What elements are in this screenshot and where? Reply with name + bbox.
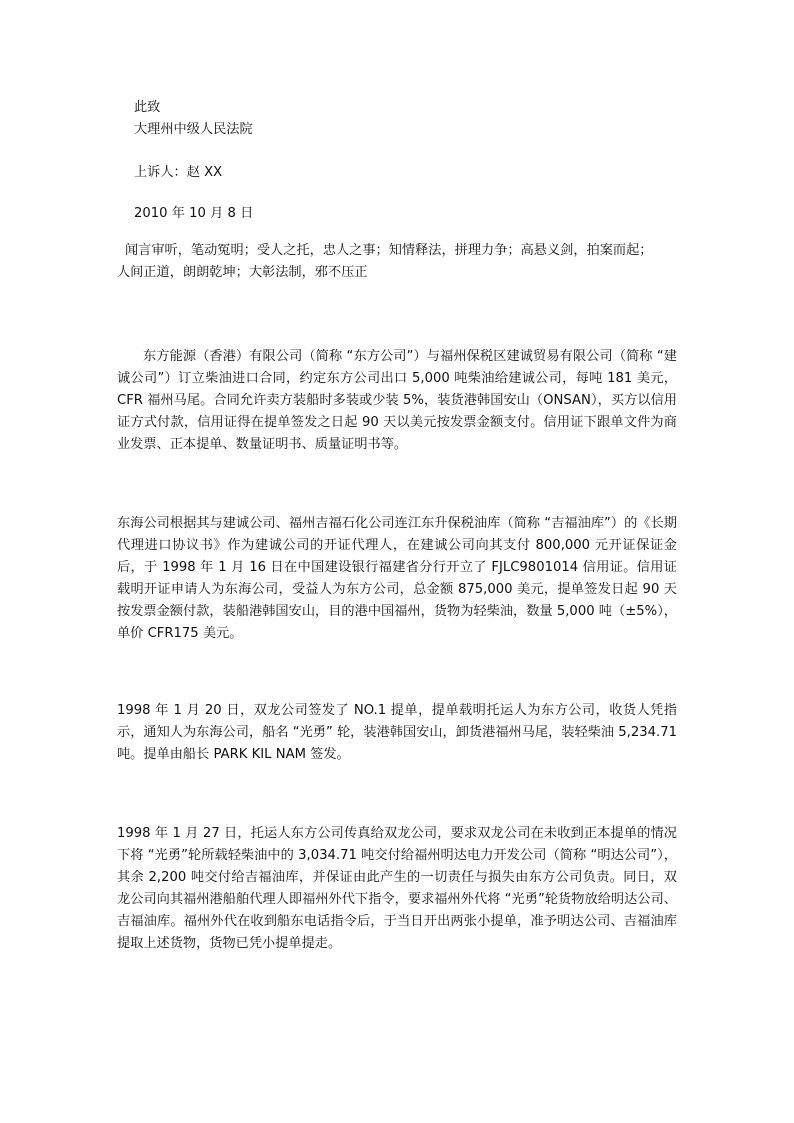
court-name: 大理州中级人民法院: [134, 122, 253, 137]
case-paragraph-3: 1998 年 1 月 20 日，双龙公司签发了 NO.1 提单，提单载明托运人为东方公司，收货人凭指示，通知人为东海公司，船名 “光勇” 轮，装港韩国安山，卸货港福州马尾，装轻柴油 5,234.71 吨。提单由船长 PARK KIL NAM 签发。: [117, 703, 677, 762]
appellant-signature: 上诉人：赵 XX: [134, 165, 223, 180]
case-paragraph-2: 东海公司根据其与建诚公司、福州吉福石化公司连江东升保税油库（简称 “吉福油库”）的《长期代理进口协议书》作为建诚公司的开证代理人，在建诚公司向其支付 800,000 元开证保证金后，于 1998 年 1 月 16 日在中国建设银行福建省分行开立了 FJLC9801014 信用证。信用证载明开证申请人为东海公司，受益人为东方公司，总金额 875,000 美元，提单签发日起 90 天按发票金额付款，装船港韩国安山，目的港中国福州，货物为轻柴油，数量 5,000 吨（±5%），单价 CFR175 美元。: [117, 516, 677, 641]
couplet-line-1: 闻言审听，笔动冤明；受人之托，忠人之事；知情释法，拼理力争；高悬义剑，拍案而起；: [125, 243, 653, 258]
case-paragraph-4: 1998 年 1 月 27 日，托运人东方公司传真给双龙公司，要求双龙公司在未收到正本提单的情况下将 “光勇”轮所载轻柴油中的 3,034.71 吨交付给福州明达电力开发公司（简称 “明达公司”），其余 2,200 吨交付给吉福油库，并保证由此产生的一切责任与损失由东方公司负责。同日，双龙公司向其福州港船舶代理人即福州外代下指令，要求福州外代将 “光勇”轮货物放给明达公司、吉福油库。福州外代在收到船东电话指令后，于当日开出两张小提单，准予明达公司、吉福油库提取上述货物，货物已凭小提单提走。: [117, 826, 677, 951]
letter-date: 2010 年 10 月 8 日: [134, 206, 254, 221]
couplet-line-2: 人间正道，朗朗乾坤；大彰法制，邪不压正: [117, 265, 368, 280]
case-paragraph-1: 东方能源（香港）有限公司（简称 “东方公司”）与福州保税区建诚贸易有限公司（简称 “建诚公司”）订立柴油进口合同，约定东方公司出口 5,000 吨柴油给建诚公司，每吨 181 美元，CFR 福州马尾。合同允许卖方装船时多装或少装 5%，装货港韩国安山（ONSAN），买方以信用证方式付款，信用证得在提单签发之日起 90 天以美元按发票金额支付。信用证下跟单文件为商业发票、正本提单、数量证明书、质量证明书等。: [117, 349, 677, 452]
letter-salutation: 此致: [134, 100, 161, 115]
